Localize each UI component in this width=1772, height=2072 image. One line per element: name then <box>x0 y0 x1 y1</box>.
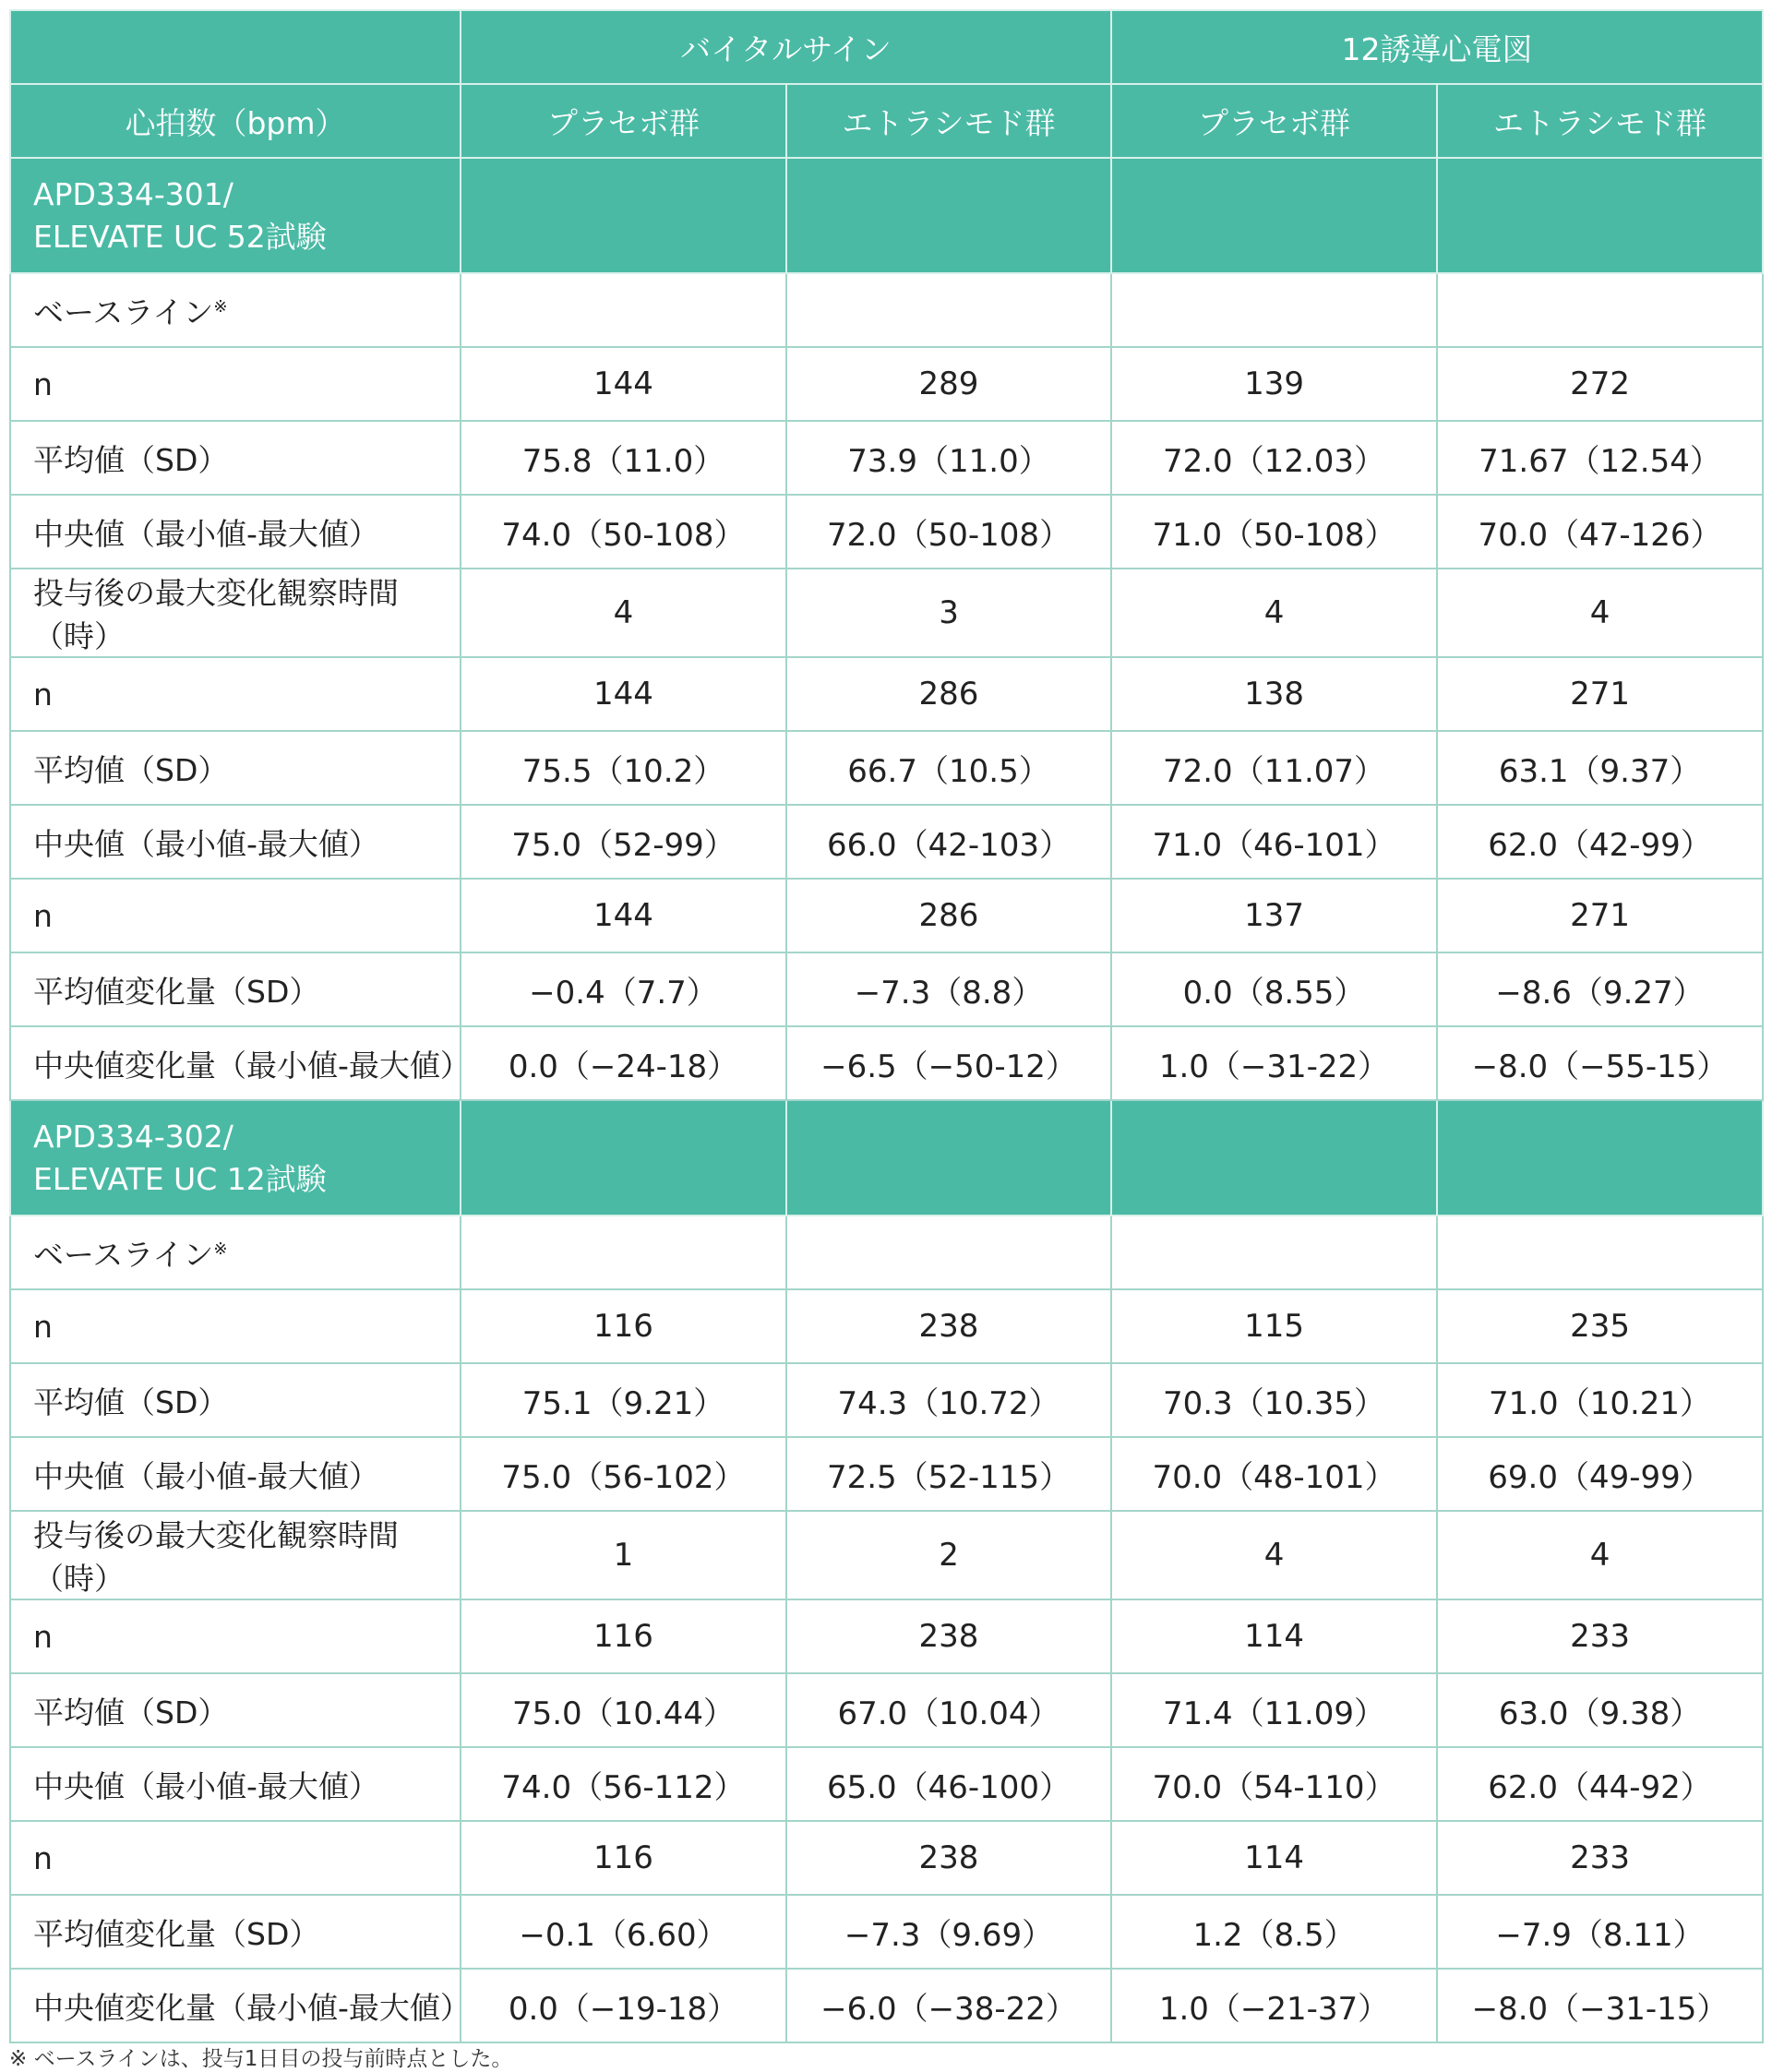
row-label-text: 中央値変化量（最小値-最大値） <box>33 1989 471 2026</box>
row-label-header: 心拍数（bpm） <box>10 84 461 158</box>
table-cell: 75.0（52-99） <box>461 805 786 879</box>
table-cell: 1.0（−31-22） <box>1111 1026 1437 1100</box>
table-cell: 233 <box>1437 1821 1763 1895</box>
table-cell: 71.0（10.21） <box>1437 1363 1763 1437</box>
study-title-line2: ELEVATE UC 12試験 <box>33 1160 327 1197</box>
row-label <box>10 1437 461 1511</box>
table-cell: 115 <box>1111 1289 1437 1363</box>
table-cell: 137 <box>1111 879 1437 952</box>
table-row <box>10 657 1763 731</box>
group-vital-header: バイタルサイン <box>461 10 1111 84</box>
table-cell: 4 <box>1437 1511 1763 1599</box>
row-label <box>10 1969 471 2042</box>
table-cell: −7.9（8.11） <box>1437 1895 1763 1969</box>
row-label <box>10 1673 461 1747</box>
study-title <box>10 158 461 273</box>
table-row <box>10 1599 1763 1673</box>
table-cell: −7.3（8.8） <box>786 952 1111 1026</box>
row-label <box>10 879 461 952</box>
table-cell: 238 <box>786 1289 1111 1363</box>
table-cell: 271 <box>1437 657 1763 731</box>
row-label-text: 投与後の最大変化観察時間（時） <box>33 575 399 654</box>
table-row <box>10 1363 1763 1437</box>
footnote-mark: ※ <box>213 296 228 317</box>
table-cell: 116 <box>461 1821 786 1895</box>
row-label <box>10 1026 471 1100</box>
table-cell: 70.0（48-101） <box>1111 1437 1437 1511</box>
row-label <box>10 731 461 805</box>
table-cell <box>786 1216 1111 1289</box>
table-cell: −0.4（7.7） <box>461 952 786 1026</box>
ecg-placebo-header: プラセボ群 <box>1111 84 1437 158</box>
row-label <box>10 569 461 657</box>
row-label <box>10 1289 461 1363</box>
table-cell: 4 <box>1111 1511 1437 1599</box>
table-row <box>10 1511 1763 1599</box>
row-label-text: 平均値変化量（SD） <box>33 1915 320 1952</box>
row-label-text: 中央値（最小値-最大値） <box>33 515 379 552</box>
table-cell: 65.0（46-100） <box>786 1747 1111 1821</box>
table-cell <box>461 273 786 347</box>
footnote: ※ ベースラインは、投与1日目の投与前時点とした。 <box>9 2047 513 2071</box>
table-cell: 62.0（44-92） <box>1437 1747 1763 1821</box>
table-cell <box>461 1216 786 1289</box>
row-label-text: 平均値変化量（SD） <box>33 973 320 1010</box>
table-cell: 72.0（50-108） <box>786 495 1111 569</box>
table-cell: 75.5（10.2） <box>461 731 786 805</box>
row-label-text: 中央値（最小値-最大値） <box>33 1457 379 1494</box>
row-label-text: 投与後の最大変化観察時間（時） <box>33 1517 399 1597</box>
table-cell: 144 <box>461 657 786 731</box>
table-cell: 238 <box>786 1821 1111 1895</box>
table-cell: 0.0（−19-18） <box>461 1969 786 2042</box>
table-cell: 2 <box>786 1511 1111 1599</box>
heart-rate-table <box>9 9 1764 2043</box>
row-label-text: n <box>33 1839 53 1876</box>
table-body <box>10 158 1763 2042</box>
table-cell: 70.0（47-126） <box>1437 495 1763 569</box>
table-cell: 0.0（8.55） <box>1111 952 1437 1026</box>
table-cell: 74.0（56-112） <box>461 1747 786 1821</box>
corner-cell <box>10 10 461 84</box>
study-header-cell <box>1437 158 1763 273</box>
row-label-text: n <box>33 365 53 402</box>
table-cell: 69.0（49-99） <box>1437 1437 1763 1511</box>
row-label <box>10 347 461 421</box>
table-cell: −6.0（−38-22） <box>786 1969 1111 2042</box>
table-cell: 144 <box>461 347 786 421</box>
row-label <box>10 495 461 569</box>
table-row <box>10 1969 1763 2042</box>
table-cell: 114 <box>1111 1821 1437 1895</box>
row-label <box>10 1747 461 1821</box>
row-label-text: ベースライン <box>33 1236 214 1273</box>
table-cell: 71.0（50-108） <box>1111 495 1437 569</box>
table-cell: 66.0（42-103） <box>786 805 1111 879</box>
table-cell: 72.0（11.07） <box>1111 731 1437 805</box>
table-cell: 138 <box>1111 657 1437 731</box>
vital-etrasimod-header: エトラシモド群 <box>786 84 1111 158</box>
table-row <box>10 1437 1763 1511</box>
table-cell: 272 <box>1437 347 1763 421</box>
group-header-row <box>10 10 1763 84</box>
table-row <box>10 1895 1763 1969</box>
table-row <box>10 879 1763 952</box>
table-row <box>10 1673 1763 1747</box>
table-cell: 116 <box>461 1599 786 1673</box>
study-title-line1: APD334-302/ <box>33 1118 233 1155</box>
row-label-text: n <box>33 676 53 713</box>
footnote-mark: ※ <box>213 1239 228 1259</box>
table-cell <box>1111 1216 1437 1289</box>
table-cell: 75.0（10.44） <box>461 1673 786 1747</box>
row-label <box>10 421 461 495</box>
table-row <box>10 805 1763 879</box>
row-label <box>10 1511 461 1599</box>
study-header-cell <box>1111 1100 1437 1216</box>
table-cell: 70.0（54-110） <box>1111 1747 1437 1821</box>
row-label-text: ベースライン <box>33 293 214 330</box>
table-cell: 0.0（−24-18） <box>461 1026 786 1100</box>
table-row <box>10 421 1763 495</box>
table-cell: 1 <box>461 1511 786 1599</box>
table-row <box>10 1026 1763 1100</box>
row-label-text: n <box>33 897 53 934</box>
row-label-text: n <box>33 1308 53 1345</box>
row-label-text: 平均値（SD） <box>33 441 229 478</box>
table-row <box>10 1216 1763 1289</box>
table-cell: 1.0（−21-37） <box>1111 1969 1437 2042</box>
group-ecg-header: 12誘導心電図 <box>1111 10 1763 84</box>
table-cell: 114 <box>1111 1599 1437 1673</box>
table-cell: 1.2（8.5） <box>1111 1895 1437 1969</box>
row-label <box>10 952 461 1026</box>
table-cell: 139 <box>1111 347 1437 421</box>
table-cell: 72.5（52-115） <box>786 1437 1111 1511</box>
table-cell <box>786 273 1111 347</box>
table-cell: 74.3（10.72） <box>786 1363 1111 1437</box>
table-cell: 233 <box>1437 1599 1763 1673</box>
row-label-text: n <box>33 1618 53 1655</box>
table-cell: 289 <box>786 347 1111 421</box>
table-cell: −6.5（−50-12） <box>786 1026 1111 1100</box>
table-row <box>10 1821 1763 1895</box>
row-label-text: 平均値（SD） <box>33 1383 229 1420</box>
table-cell: −8.6（9.27） <box>1437 952 1763 1026</box>
study-header-cell <box>786 1100 1111 1216</box>
table-cell: −0.1（6.60） <box>461 1895 786 1969</box>
table-cell: 75.8（11.0） <box>461 421 786 495</box>
table-row <box>10 731 1763 805</box>
table-cell: −8.0（−55-15） <box>1437 1026 1763 1100</box>
study-header-row <box>10 158 1763 273</box>
study-header-row <box>10 1100 1763 1216</box>
study-header-cell <box>1111 158 1437 273</box>
table-cell: 71.67（12.54） <box>1437 421 1763 495</box>
column-header-row <box>10 84 1763 158</box>
table-cell: 72.0（12.03） <box>1111 421 1437 495</box>
table-cell: 73.9（11.0） <box>786 421 1111 495</box>
table-cell: 116 <box>461 1289 786 1363</box>
ecg-etrasimod-header: エトラシモド群 <box>1437 84 1763 158</box>
row-label <box>10 1821 461 1895</box>
table-cell: 4 <box>1437 569 1763 657</box>
row-label <box>10 1895 461 1969</box>
row-label-text: 平均値（SD） <box>33 1694 229 1731</box>
table-cell: 235 <box>1437 1289 1763 1363</box>
table-row <box>10 495 1763 569</box>
table-cell <box>1437 273 1763 347</box>
vital-placebo-header: プラセボ群 <box>461 84 786 158</box>
table-cell: 66.7（10.5） <box>786 731 1111 805</box>
table-row <box>10 1289 1763 1363</box>
row-label-text: 中央値（最小値-最大値） <box>33 1767 379 1804</box>
row-label <box>10 805 461 879</box>
table-cell: 238 <box>786 1599 1111 1673</box>
table-cell: 4 <box>1111 569 1437 657</box>
table-row <box>10 273 1763 347</box>
table-cell: −8.0（−31-15） <box>1437 1969 1763 2042</box>
table-cell: 71.0（46-101） <box>1111 805 1437 879</box>
table-cell: −7.3（9.69） <box>786 1895 1111 1969</box>
table-cell: 75.0（56-102） <box>461 1437 786 1511</box>
row-label <box>10 657 461 731</box>
table-cell <box>1437 1216 1763 1289</box>
table-row <box>10 952 1763 1026</box>
study-title-line1: APD334-301/ <box>33 175 233 212</box>
study-header-cell <box>786 158 1111 273</box>
table-cell: 63.1（9.37） <box>1437 731 1763 805</box>
row-label <box>10 273 461 347</box>
table-cell: 63.0（9.38） <box>1437 1673 1763 1747</box>
row-label <box>10 1216 461 1289</box>
study-header-cell <box>461 158 786 273</box>
study-title-line2: ELEVATE UC 52試験 <box>33 218 327 255</box>
row-label-text: 平均値（SD） <box>33 751 229 788</box>
table-cell: 4 <box>461 569 786 657</box>
study-title <box>10 1100 461 1216</box>
table-row <box>10 1747 1763 1821</box>
table-cell: 3 <box>786 569 1111 657</box>
table-cell: 286 <box>786 879 1111 952</box>
table-row <box>10 569 1763 657</box>
table-cell: 62.0（42-99） <box>1437 805 1763 879</box>
table-cell: 75.1（9.21） <box>461 1363 786 1437</box>
study-header-cell <box>461 1100 786 1216</box>
row-label <box>10 1363 461 1437</box>
table-row <box>10 347 1763 421</box>
table-cell: 286 <box>786 657 1111 731</box>
table-cell: 144 <box>461 879 786 952</box>
table-cell: 70.3（10.35） <box>1111 1363 1437 1437</box>
table-cell: 71.4（11.09） <box>1111 1673 1437 1747</box>
table-cell: 74.0（50-108） <box>461 495 786 569</box>
row-label-text: 中央値（最小値-最大値） <box>33 825 379 862</box>
row-label-text: 中央値変化量（最小値-最大値） <box>33 1047 471 1084</box>
row-label <box>10 1599 461 1673</box>
table-cell: 67.0（10.04） <box>786 1673 1111 1747</box>
study-header-cell <box>1437 1100 1763 1216</box>
table-cell <box>1111 273 1437 347</box>
table-cell: 271 <box>1437 879 1763 952</box>
